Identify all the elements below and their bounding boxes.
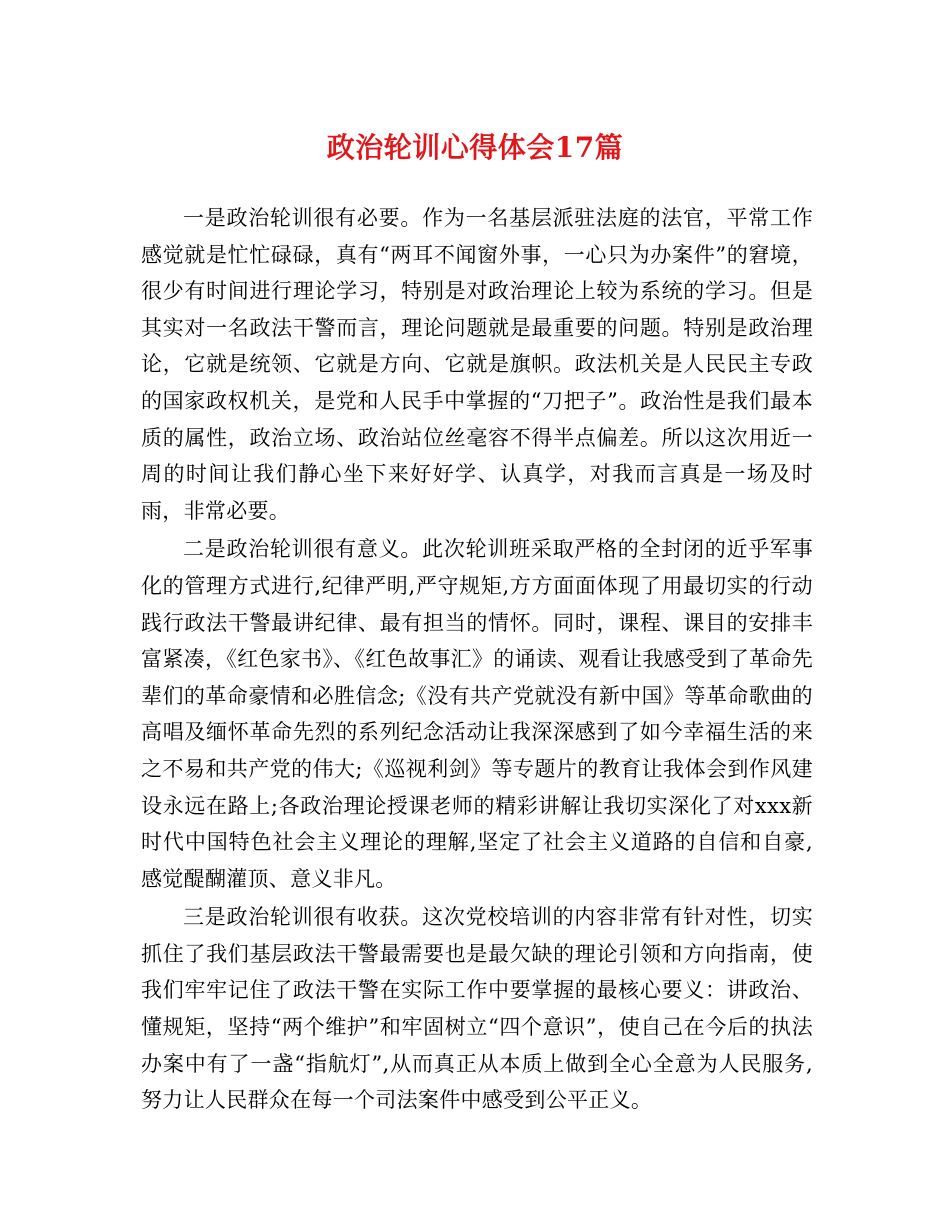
document-body — [141, 200, 813, 1119]
paragraph-2: 二是政治轮训很有意义。此次轮训班采取严格的全封闭的近乎军事化的管理方式进行,纪律严明,严守规矩,方方面面体现了用最切实的行动践行政法干警最讲纪律、最有担当的情怀。同时，课程、课目的安排丰富紧凑，《红色家书》、《红色故事汇》的诵读、观看让我感受到了革命先辈们的革命豪情和必胜信念;《没有共产党就没有新中国》等革命歌曲的高唱及缅怀革命先烈的系列纪念活动让我深深感到了如今幸福生活的来之不易和共产党的伟大;《巡视利剑》等专题片的教育让我体会到作风建设永远在路上;各政治理论授课老师的精彩讲解让我切实深化了对xxx新时代中国特色社会主义理论的理解,坚定了社会主义道路的自信和自豪,感觉醍醐灌顶、意义非凡。 — [141, 537, 813, 891]
paragraph-3: 三是政治轮训很有收获。这次党校培训的内容非常有针对性，切实抓住了我们基层政法干警最需要也是最欠缺的理论引领和方向指南，使我们牢牢记住了政法干警在实际工作中要掌握的最核心要义：讲政治、懂规矩，坚持“两个维护”和牢固树立“四个意识”，使自己在今后的执法办案中有了一盏“指航灯”,从而真正从本质上做到全心全意为人民服务,努力让人民群众在每一个司法案件中感受到公平正义。 — [141, 905, 813, 1113]
document-title: 政治轮训心得体会17篇 — [326, 131, 624, 164]
paragraph-1: 一是政治轮训很有必要。作为一名基层派驻法庭的法官，平常工作感觉就是忙忙碌碌，真有“两耳不闻窗外事，一心只为办案件”的窘境，很少有时间进行理论学习，特别是对政治理论上较为系统的学习。但是其实对一名政法干警而言，理论问题就是最重要的问题。特别是政治理论，它就是统领、它就是方向、它就是旗帜。政法机关是人民民主专政的国家政权机关，是党和人民手中掌握的“刀把子”。政治性是我们最本质的属性，政治立场、政治站位丝毫容不得半点偏差。所以这次用近一周的时间让我们静心坐下来好好学、认真学，对我而言真是一场及时雨，非常必要。 — [141, 206, 813, 523]
